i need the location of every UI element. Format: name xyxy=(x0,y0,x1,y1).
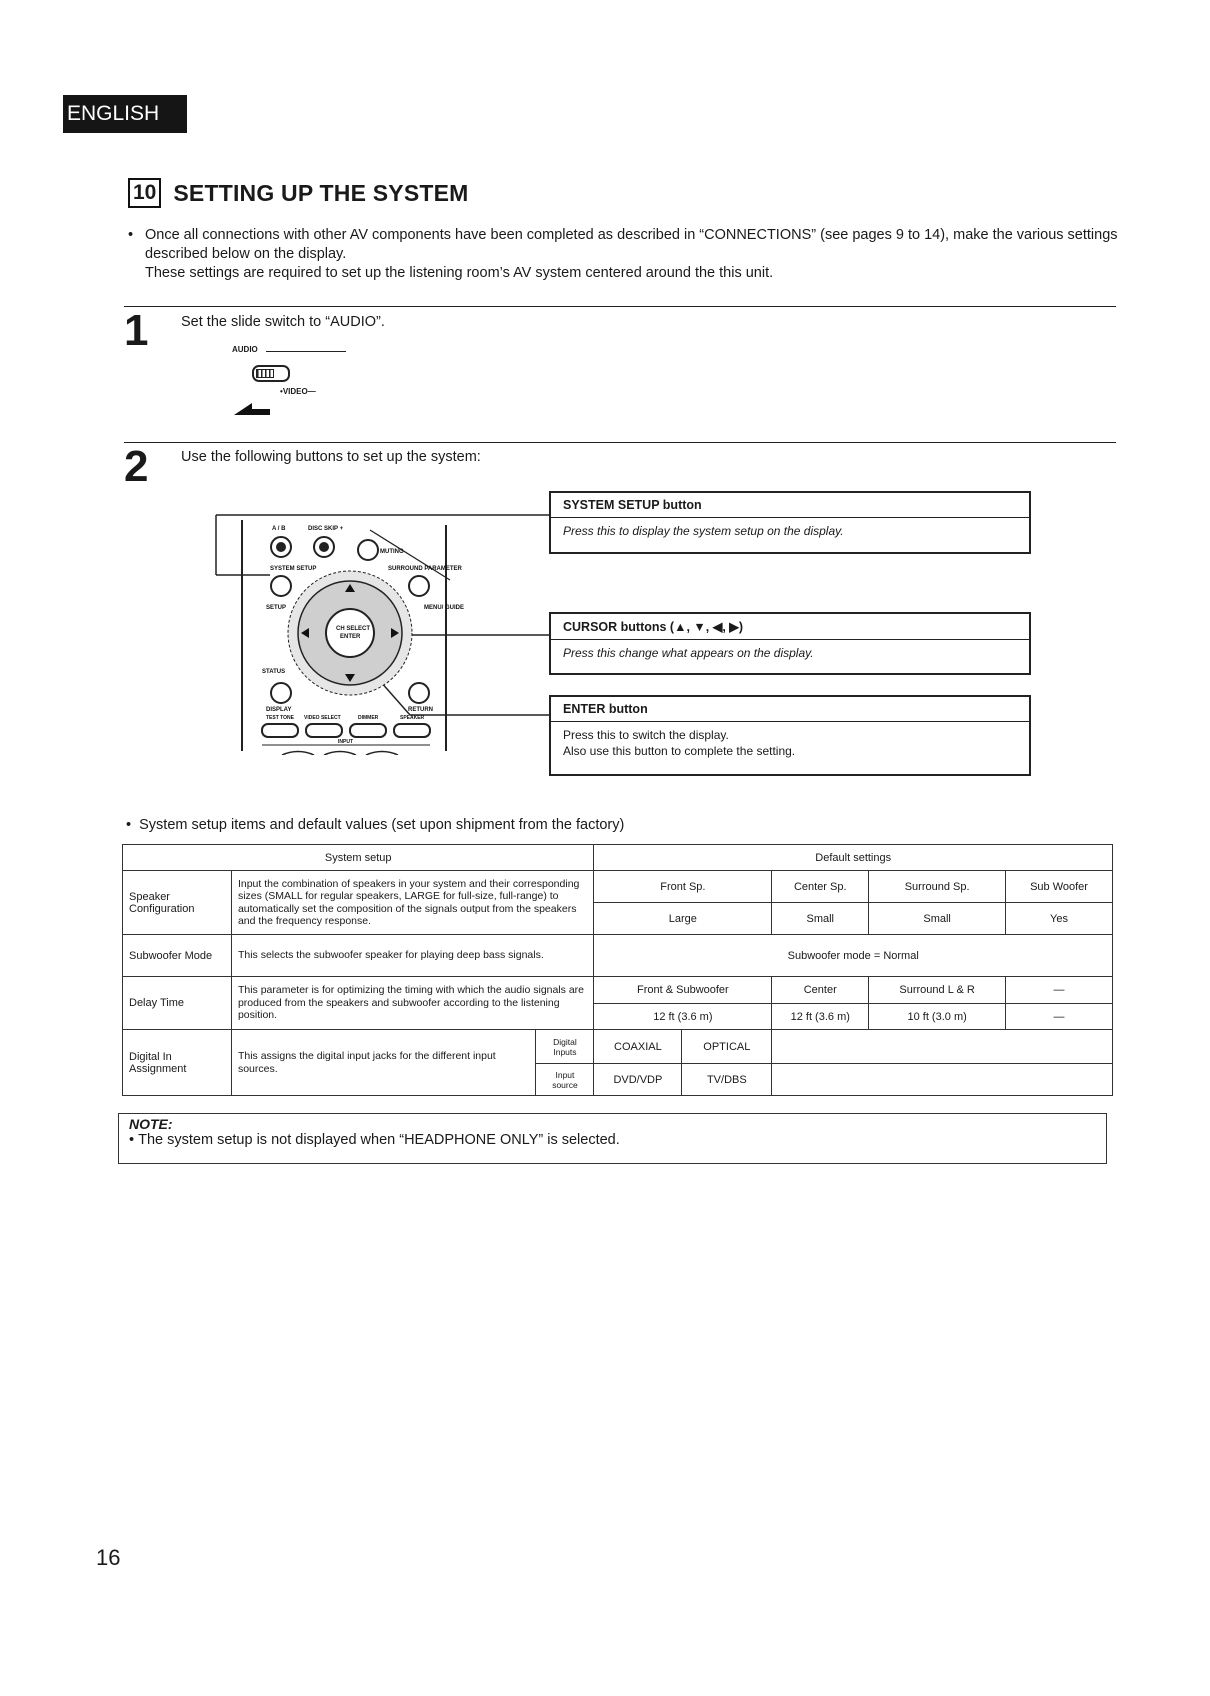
divider xyxy=(124,442,1116,443)
header-system-setup: System setup xyxy=(123,845,594,871)
divider xyxy=(124,306,1116,307)
label-speaker: SPEAKER xyxy=(400,715,425,721)
table-cell: Small xyxy=(772,903,869,935)
label-test-tone: TEST TONE xyxy=(266,715,294,721)
table-cell: Surround L & R xyxy=(869,977,1006,1004)
table-cell: Center xyxy=(772,977,869,1004)
page-number: 16 xyxy=(96,1545,121,1570)
section-heading xyxy=(128,178,469,208)
table-cell: Digital Inputs xyxy=(536,1030,594,1064)
callout-body: Press this to display the system setup on the display. xyxy=(563,524,844,538)
callout-body xyxy=(551,722,1029,764)
callout-title: CURSOR buttons (▲, ▼, ◀, ▶) xyxy=(551,614,1029,640)
label-display: DISPLAY xyxy=(266,707,292,713)
slide-switch-icon xyxy=(252,365,290,382)
table-cell: Subwoofer mode = Normal xyxy=(594,935,1113,977)
table-cell xyxy=(772,1030,1113,1064)
table-cell: Small xyxy=(869,903,1006,935)
table-cell: — xyxy=(1006,977,1113,1004)
table-cell: Input source xyxy=(536,1064,594,1096)
label-return: RETURN xyxy=(408,707,433,713)
intro-line-2: These settings are required to set up the listening room’s AV system centered around the this unit. xyxy=(145,265,774,281)
callout-system-setup xyxy=(549,491,1031,554)
table-cell xyxy=(772,1064,1113,1096)
enter-button-icon xyxy=(326,609,374,657)
table-lead-text: System setup items and default values (set upon shipment from the factory) xyxy=(139,817,625,833)
note-text-content: The system setup is not displayed when “HEADPHONE ONLY” is selected. xyxy=(138,1132,620,1148)
table-cell: COAXIAL xyxy=(594,1030,682,1064)
label-setup: SETUP xyxy=(266,605,287,611)
muting-button-icon xyxy=(358,540,378,560)
section-number: 10 xyxy=(128,178,161,208)
remote-control-diagram xyxy=(210,505,550,755)
label-ch-select: CH SELECT xyxy=(336,626,371,632)
section-title: SETTING UP THE SYSTEM xyxy=(173,179,469,206)
label-dimmer: DIMMER xyxy=(358,715,379,721)
intro-line-1: Once all connections with other AV components have been completed as described in “CONNECTIONS” (see pages 9 to 14), make the various settings described below on the display. xyxy=(145,227,1118,262)
callout-body-line: Also use this button to complete the setting. xyxy=(563,744,796,758)
row-label-delay: Delay Time xyxy=(123,977,232,1030)
callout-cursor xyxy=(549,612,1031,675)
note-text: • The system setup is not displayed when “HEADPHONE ONLY” is selected. xyxy=(129,1132,620,1148)
callout-enter xyxy=(549,695,1031,776)
table-cell: Yes xyxy=(1006,903,1113,935)
callout-body: Press this change what appears on the display. xyxy=(563,646,814,660)
row-label-subwoofer: Subwoofer Mode xyxy=(123,935,232,977)
slide-switch-diagram xyxy=(232,345,372,420)
table-cell: DVD/VDP xyxy=(594,1064,682,1096)
label-muting: MUTING xyxy=(380,549,404,555)
table-cell: TV/DBS xyxy=(682,1064,772,1096)
table-cell: Center Sp. xyxy=(772,871,869,903)
intro-paragraph xyxy=(128,226,1120,283)
step-2-text: Use the following buttons to set up the system: xyxy=(181,449,481,465)
table-cell: 12 ft (3.6 m) xyxy=(594,1004,772,1030)
switch-audio-label: AUDIO xyxy=(232,345,258,354)
callout-title: SYSTEM SETUP button xyxy=(551,493,1029,518)
arrow-icon xyxy=(232,401,272,417)
surround-button-icon xyxy=(409,576,429,596)
label-enter: ENTER xyxy=(340,634,361,640)
label-surround-parameter: SURROUND PARAMETER xyxy=(388,566,462,572)
system-setup-table xyxy=(122,844,1113,1096)
label-input: INPUT xyxy=(338,739,353,745)
table-cell: — xyxy=(1006,1004,1113,1030)
bullet-icon: • xyxy=(128,227,134,243)
row-desc-delay: This parameter is for optimizing the timing with which the audio signals are produced from the speakers and subwoofer according to the listening position. xyxy=(231,977,593,1030)
label-system-setup: SYSTEM SETUP xyxy=(270,566,317,572)
row-desc-speaker: Input the combination of speakers in your system and their corresponding sizes (SMALL for regular speakers, LARGE for full-size, full-range) to automatically set the composition of the signals output from the speakers and the frequency response. xyxy=(231,871,593,935)
callout-title: ENTER button xyxy=(551,697,1029,722)
step-1-text: Set the slide switch to “AUDIO”. xyxy=(181,314,385,330)
label-ab: A / B xyxy=(272,526,286,532)
note-title: NOTE: xyxy=(129,1116,173,1132)
table-cell: OPTICAL xyxy=(682,1030,772,1064)
row-label-digital: Digital In Assignment xyxy=(123,1030,232,1096)
table-cell: Sub Woofer xyxy=(1006,871,1113,903)
step-2-number: 2 xyxy=(124,442,149,491)
language-tag: ENGLISH xyxy=(63,95,187,133)
label-status: STATUS xyxy=(262,669,286,675)
label-disc-skip: DISC SKIP + xyxy=(308,526,344,532)
table-cell: 12 ft (3.6 m) xyxy=(772,1004,869,1030)
table-cell: 10 ft (3.0 m) xyxy=(869,1004,1006,1030)
table-cell: Front & Subwoofer xyxy=(594,977,772,1004)
label-menu-guide: MENU/ GUIDE xyxy=(424,605,465,611)
table-cell: Surround Sp. xyxy=(869,871,1006,903)
display-button-icon xyxy=(271,683,291,703)
label-video-select: VIDEO SELECT xyxy=(304,715,341,721)
note-box xyxy=(118,1113,1107,1164)
row-desc-subwoofer: This selects the subwoofer speaker for playing deep bass signals. xyxy=(231,935,593,977)
return-button-icon xyxy=(409,683,429,703)
table-cell: Large xyxy=(594,903,772,935)
system-setup-button-icon xyxy=(271,576,291,596)
callout-body-line: Press this to switch the display. xyxy=(563,728,729,742)
switch-video-label: •VIDEO— xyxy=(280,387,316,396)
row-desc-digital: This assigns the digital input jacks for the different input sources. xyxy=(231,1030,536,1096)
row-label-speaker: Speaker Configuration xyxy=(123,871,232,935)
header-default-settings: Default settings xyxy=(594,845,1113,871)
step-1-number: 1 xyxy=(124,306,149,355)
table-lead: • System setup items and default values (set upon shipment from the factory) xyxy=(126,817,625,833)
table-cell: Front Sp. xyxy=(594,871,772,903)
